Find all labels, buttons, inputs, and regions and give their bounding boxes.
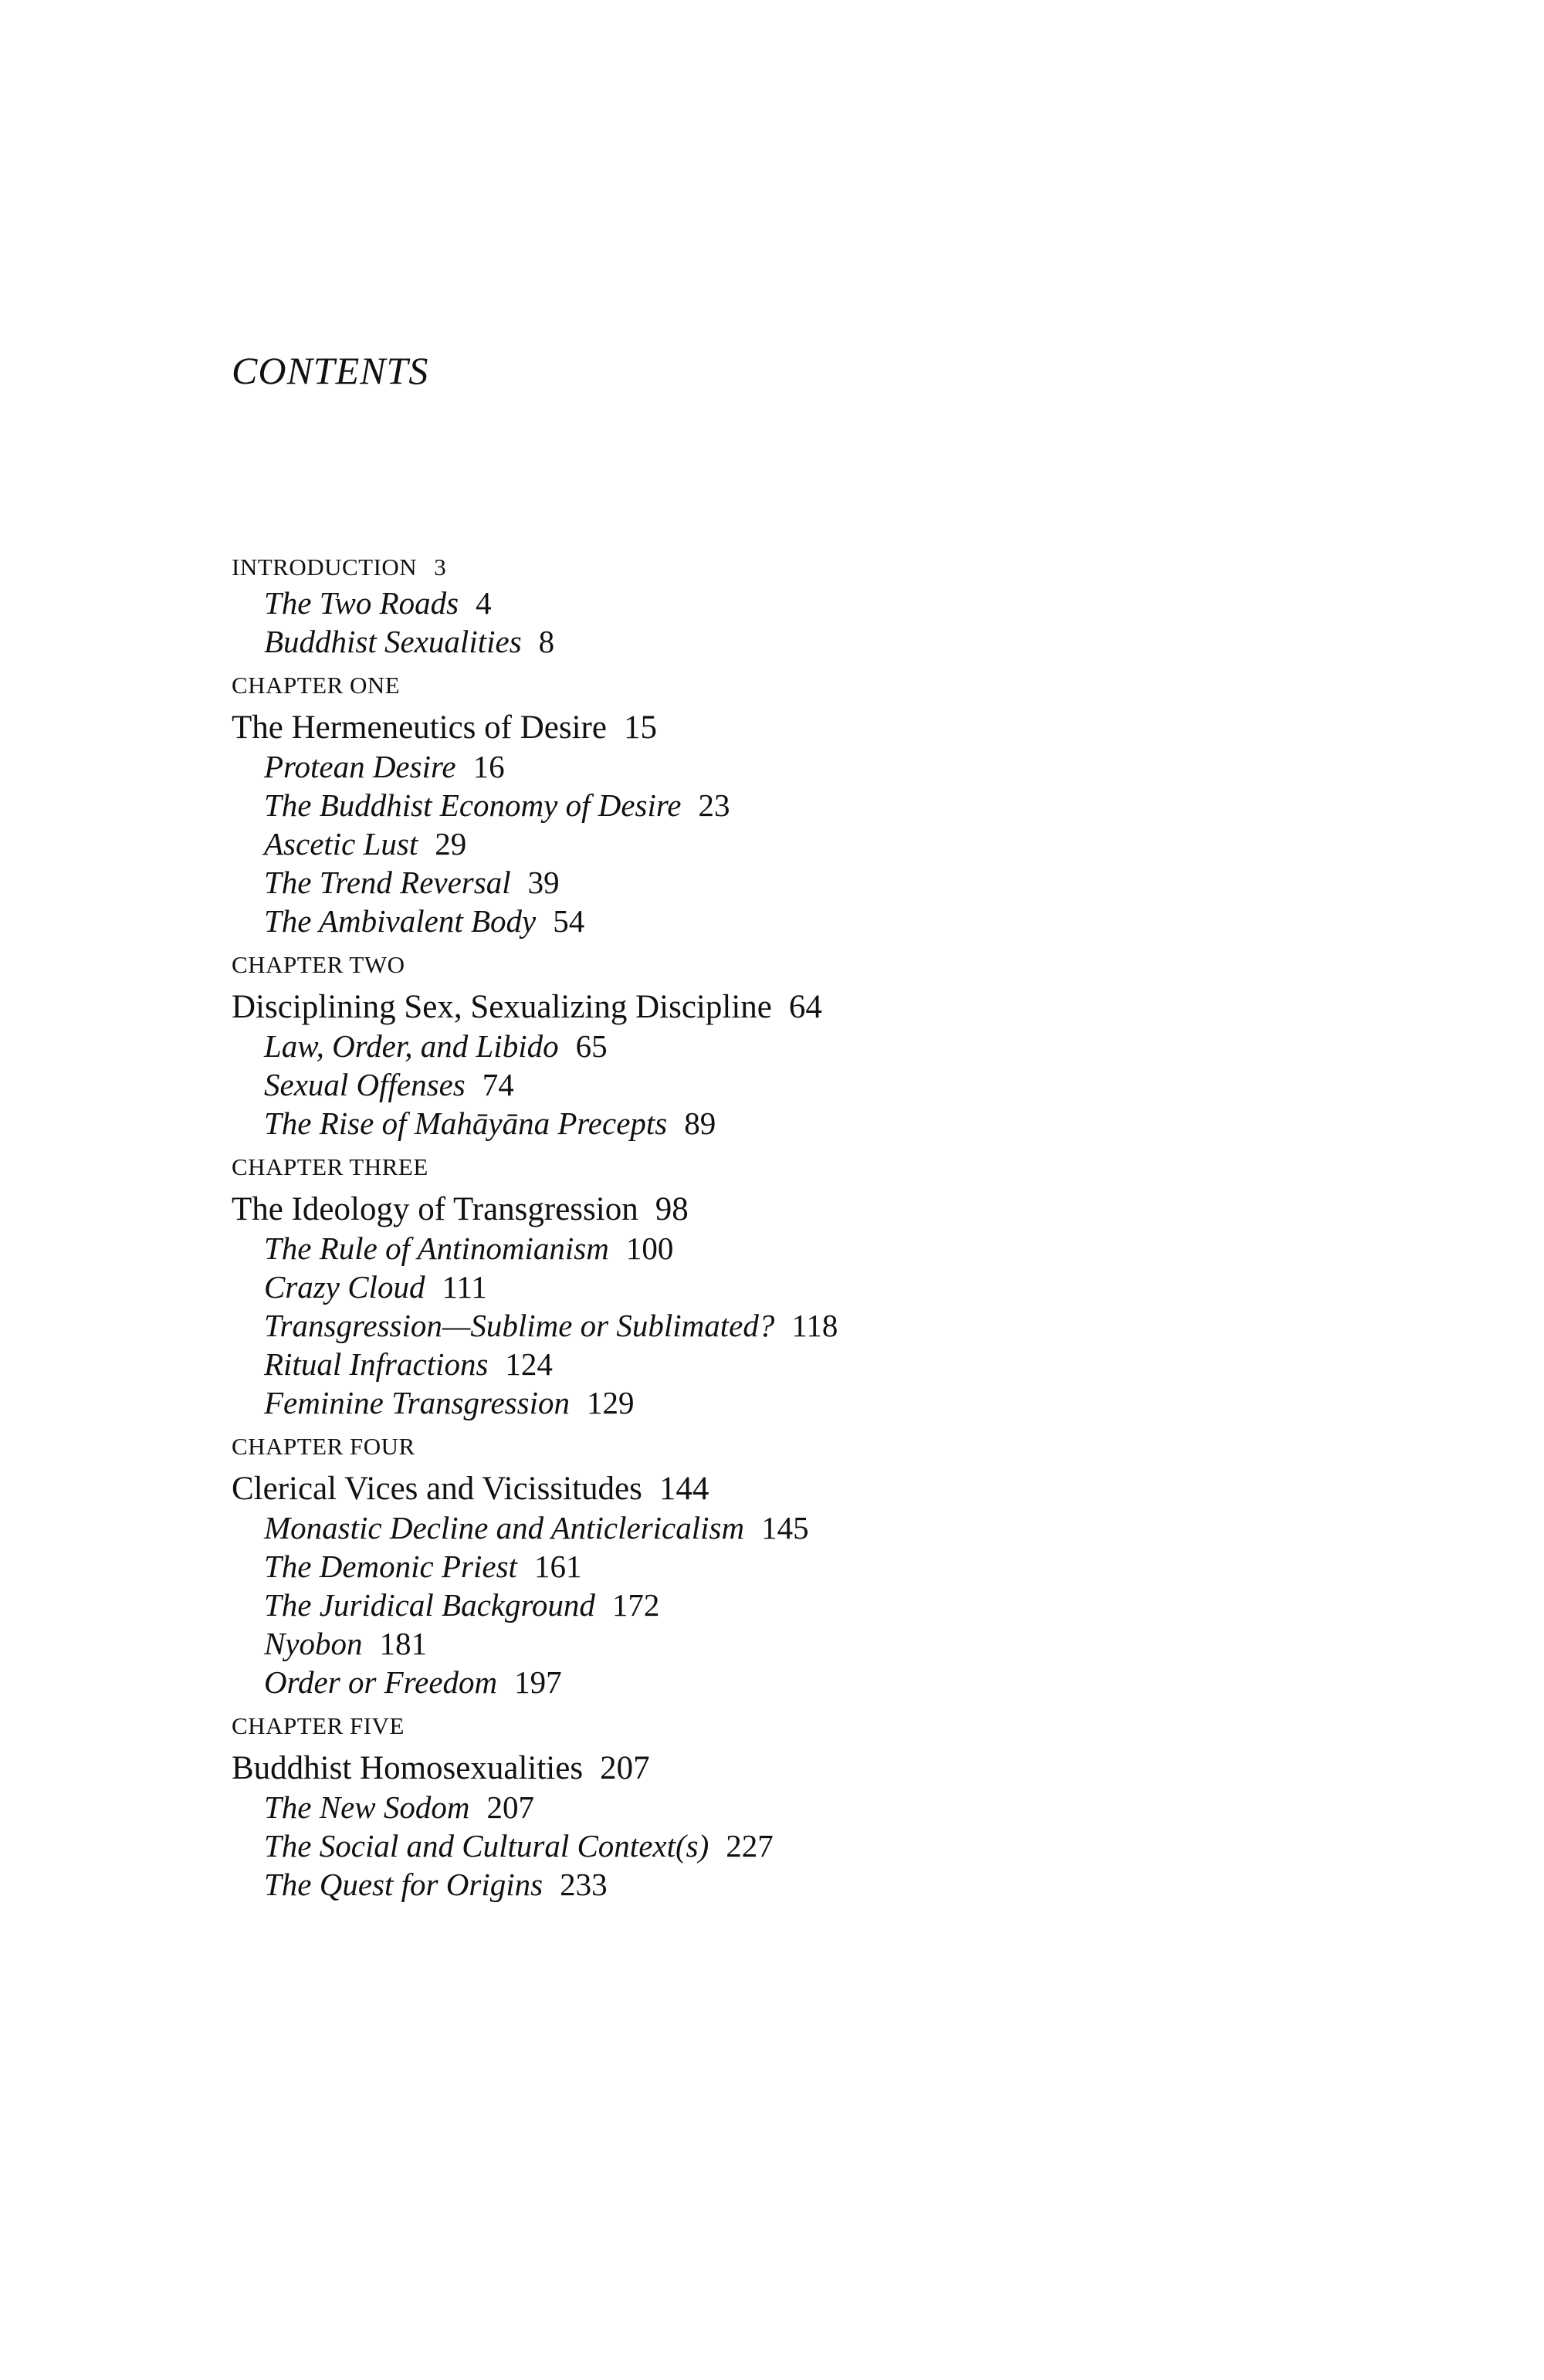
- section-title: The Rise of Mahāyāna Precepts: [264, 1105, 668, 1141]
- section-title: The Social and Cultural Context(s): [264, 1828, 709, 1864]
- toc-chapter-four: [232, 1433, 1390, 1701]
- section-title: The Juridical Background: [264, 1587, 595, 1623]
- chapter-sections: [232, 1508, 1390, 1701]
- chapter-title: Clerical Vices and Vicissitudes: [232, 1471, 642, 1507]
- toc-section: [264, 1788, 1390, 1826]
- chapter-page: 64: [788, 989, 822, 1025]
- section-page: 54: [553, 903, 585, 939]
- section-title: The Quest for Origins: [264, 1867, 543, 1902]
- chapter-page: 144: [659, 1471, 709, 1507]
- section-title: Sexual Offenses: [264, 1067, 466, 1102]
- chapter-page: 98: [655, 1191, 689, 1227]
- section-page: 23: [698, 787, 730, 823]
- chapter-heading: [232, 709, 1390, 747]
- section-title: The Demonic Priest: [264, 1549, 517, 1584]
- toc-chapter-three: [232, 1153, 1390, 1422]
- section-page: 172: [611, 1587, 660, 1623]
- intro-sections: [232, 584, 1390, 661]
- toc-section: [264, 1345, 1390, 1383]
- chapter-label: CHAPTER THREE: [232, 1153, 428, 1180]
- chapter-heading: [232, 1749, 1390, 1788]
- chapter-label: CHAPTER FIVE: [232, 1712, 405, 1739]
- chapter-label: CHAPTER FOUR: [232, 1433, 415, 1460]
- section-page: 4: [476, 585, 492, 621]
- intro-heading: [232, 551, 1390, 584]
- section-page: 207: [486, 1789, 534, 1825]
- intro-label: INTRODUCTION: [232, 554, 418, 581]
- section-title: Ascetic Lust: [264, 826, 418, 862]
- chapter-sections: [232, 1229, 1390, 1422]
- section-title: Protean Desire: [264, 749, 456, 784]
- chapter-title: Disciplining Sex, Sexualizing Discipline: [232, 989, 772, 1025]
- section-title: Feminine Transgression: [264, 1385, 570, 1420]
- section-page: 8: [538, 624, 555, 659]
- section-page: 111: [442, 1269, 487, 1305]
- section-page: 16: [472, 749, 505, 784]
- chapter-heading: [232, 988, 1390, 1027]
- toc-section: [264, 786, 1390, 824]
- section-title: Buddhist Sexualities: [264, 624, 522, 659]
- chapter-label: CHAPTER TWO: [232, 951, 405, 978]
- section-page: 118: [791, 1308, 838, 1343]
- toc-section: [264, 824, 1390, 863]
- chapter-sections: [232, 1788, 1390, 1904]
- toc-section: [264, 1508, 1390, 1547]
- toc-section: [264, 622, 1390, 661]
- toc-section: [264, 1624, 1390, 1663]
- section-page: 29: [435, 826, 467, 862]
- toc-section: [264, 1306, 1390, 1345]
- toc-section: [264, 1865, 1390, 1904]
- toc-section: [264, 584, 1390, 622]
- toc-introduction: [232, 551, 1390, 661]
- toc-chapter-two: [232, 951, 1390, 1143]
- section-page: 233: [560, 1867, 608, 1902]
- page-title: CONTENTS: [232, 349, 429, 392]
- chapter-sections: [232, 1027, 1390, 1143]
- intro-page: 3: [434, 554, 447, 581]
- section-title: Monastic Decline and Anticlericalism: [264, 1510, 745, 1545]
- toc-section: [264, 1547, 1390, 1586]
- section-title: Transgression—Sublime or Sublimated?: [264, 1308, 775, 1343]
- toc-section: [264, 1065, 1390, 1104]
- section-page: 100: [625, 1231, 674, 1266]
- toc-section: [264, 902, 1390, 940]
- section-page: 124: [505, 1346, 553, 1382]
- chapter-page: 15: [623, 709, 657, 746]
- chapter-page: 207: [600, 1750, 650, 1786]
- toc-section: [264, 1383, 1390, 1422]
- chapter-title: Buddhist Homosexualities: [232, 1750, 584, 1786]
- toc-section: [264, 1104, 1390, 1143]
- toc-section: [264, 1229, 1390, 1268]
- toc-section: [264, 863, 1390, 902]
- section-page: 181: [379, 1626, 428, 1661]
- chapter-title: The Hermeneutics of Desire: [232, 709, 607, 746]
- chapter-heading: [232, 1190, 1390, 1229]
- chapter-heading: [232, 1470, 1390, 1508]
- section-page: 89: [684, 1105, 716, 1141]
- section-page: 65: [575, 1028, 608, 1064]
- chapter-label: CHAPTER ONE: [232, 672, 401, 699]
- toc-section: [264, 1027, 1390, 1065]
- section-title: Law, Order, and Libido: [264, 1028, 559, 1064]
- section-page: 74: [482, 1067, 514, 1102]
- toc-section: [264, 747, 1390, 786]
- toc-chapter-one: [232, 672, 1390, 940]
- section-page: 145: [761, 1510, 809, 1545]
- toc-section: [264, 1663, 1390, 1701]
- section-title: Nyobon: [264, 1626, 363, 1661]
- section-page: 227: [726, 1828, 774, 1864]
- section-page: 129: [586, 1385, 635, 1420]
- section-title: The Ambivalent Body: [264, 903, 537, 939]
- section-title: Crazy Cloud: [264, 1269, 425, 1305]
- toc-chapter-five: [232, 1712, 1390, 1904]
- chapter-sections: [232, 747, 1390, 940]
- section-page: 39: [527, 865, 560, 900]
- section-title: Ritual Infractions: [264, 1346, 489, 1382]
- section-page: 161: [533, 1549, 582, 1584]
- toc-section: [264, 1826, 1390, 1865]
- section-page: 197: [514, 1664, 562, 1700]
- toc-section: [264, 1268, 1390, 1306]
- section-title: The Rule of Antinomianism: [264, 1231, 609, 1266]
- section-title: The New Sodom: [264, 1789, 470, 1825]
- section-title: Order or Freedom: [264, 1664, 498, 1700]
- toc-section: [264, 1586, 1390, 1624]
- section-title: The Trend Reversal: [264, 865, 511, 900]
- table-of-contents: [232, 551, 1390, 1904]
- section-title: The Buddhist Economy of Desire: [264, 787, 682, 823]
- chapter-title: The Ideology of Transgression: [232, 1191, 638, 1227]
- section-title: The Two Roads: [264, 585, 459, 621]
